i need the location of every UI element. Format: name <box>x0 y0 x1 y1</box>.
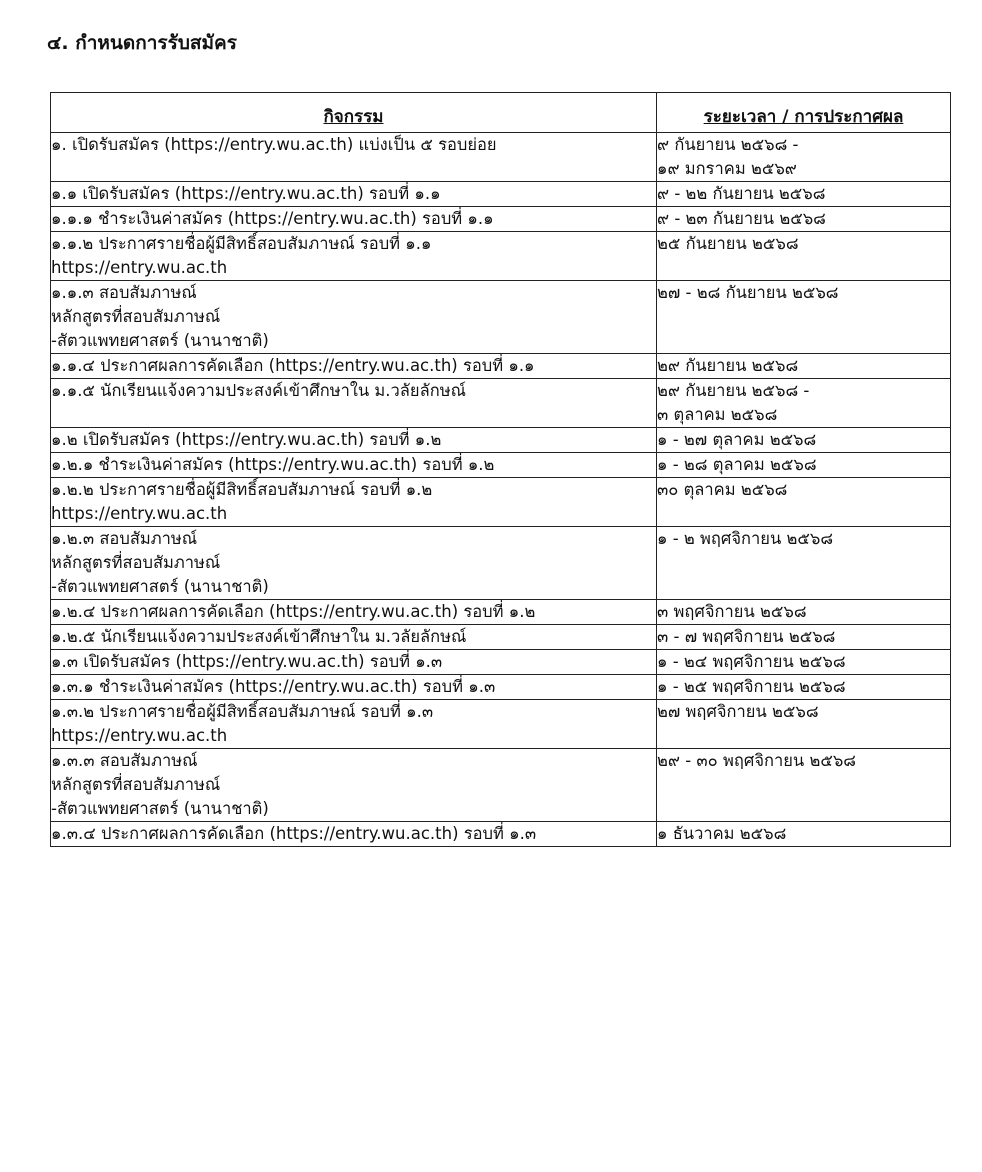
activity-line: -สัตวแพทยศาสตร์ (นานาชาติ) <box>51 331 269 350</box>
activity-line: หลักสูตรที่สอบสัมภาษณ์ <box>51 307 221 326</box>
activity-line: ๑.๓.๔ ประกาศผลการคัดเลือก (https://entry.wu.ac.th) รอบที่ ๑.๓ <box>51 824 537 843</box>
activity-cell <box>51 133 657 182</box>
activity-cell <box>51 428 657 453</box>
activity-line: https://entry.wu.ac.th <box>51 504 228 523</box>
activity-line: ๑. เปิดรับสมัคร (https://entry.wu.ac.th) แบ่งเป็น ๕ รอบย่อย <box>51 135 497 154</box>
period-cell <box>657 232 951 281</box>
period-line: ๑ - ๒๘ ตุลาคม ๒๕๖๘ <box>657 455 817 474</box>
table-row <box>51 428 951 453</box>
period-cell <box>657 625 951 650</box>
activity-line: ๑.๓.๒ ประกาศรายชื่อผู้มีสิทธิ์สอบสัมภาษณ์ รอบที่ ๑.๓ <box>51 702 434 721</box>
period-line: ๓ - ๗ พฤศจิกายน ๒๕๖๘ <box>657 627 836 646</box>
activity-cell <box>51 527 657 600</box>
activity-line: ๑.๑ เปิดรับสมัคร (https://entry.wu.ac.th) รอบที่ ๑.๑ <box>51 184 441 203</box>
table-row <box>51 700 951 749</box>
activity-cell <box>51 182 657 207</box>
activity-cell <box>51 281 657 354</box>
activity-line: หลักสูตรที่สอบสัมภาษณ์ <box>51 775 221 794</box>
activity-line: ๑.๓.๓ สอบสัมภาษณ์ <box>51 751 198 770</box>
activity-line: ๑.๑.๕ นักเรียนแจ้งความประสงค์เข้าศึกษาใน ม.วลัยลักษณ์ <box>51 381 466 400</box>
period-line: ๑ - ๒๔ พฤศจิกายน ๒๕๖๘ <box>657 652 846 671</box>
period-line: ๙ - ๒๓ กันยายน ๒๕๖๘ <box>657 209 826 228</box>
period-line: ๒๗ พฤศจิกายน ๒๕๖๘ <box>657 702 819 721</box>
activity-cell <box>51 625 657 650</box>
activity-cell <box>51 650 657 675</box>
period-cell <box>657 207 951 232</box>
header-activity: กิจกรรม <box>51 93 657 133</box>
activity-line: ๑.๓ เปิดรับสมัคร (https://entry.wu.ac.th) รอบที่ ๑.๓ <box>51 652 443 671</box>
period-cell <box>657 428 951 453</box>
activity-line: https://entry.wu.ac.th <box>51 258 228 277</box>
period-line: ๑ - ๒ พฤศจิกายน ๒๕๖๘ <box>657 529 834 548</box>
table-row <box>51 822 951 847</box>
activity-line: https://entry.wu.ac.th <box>51 726 228 745</box>
table-row <box>51 650 951 675</box>
activity-cell <box>51 478 657 527</box>
activity-cell <box>51 232 657 281</box>
period-line: ๓ พฤศจิกายน ๒๕๖๘ <box>657 602 807 621</box>
period-line: ๒๙ กันยายน ๒๕๖๘ - <box>657 381 810 400</box>
table-row <box>51 600 951 625</box>
period-line: ๑ - ๒๕ พฤศจิกายน ๒๕๖๘ <box>657 677 846 696</box>
period-cell <box>657 527 951 600</box>
activity-cell <box>51 822 657 847</box>
activity-cell <box>51 379 657 428</box>
period-cell <box>657 281 951 354</box>
period-line: ๙ กันยายน ๒๕๖๘ - <box>657 135 799 154</box>
table-row <box>51 749 951 822</box>
activity-line: ๑.๒ เปิดรับสมัคร (https://entry.wu.ac.th) รอบที่ ๑.๒ <box>51 430 442 449</box>
period-line: ๒๙ - ๓๐ พฤศจิกายน ๒๕๖๘ <box>657 751 857 770</box>
activity-line: ๑.๒.๒ ประกาศรายชื่อผู้มีสิทธิ์สอบสัมภาษณ์ รอบที่ ๑.๒ <box>51 480 433 499</box>
activity-line: ๑.๑.๔ ประกาศผลการคัดเลือก (https://entry.wu.ac.th) รอบที่ ๑.๑ <box>51 356 535 375</box>
table-row <box>51 182 951 207</box>
activity-cell <box>51 700 657 749</box>
activity-line: -สัตวแพทยศาสตร์ (นานาชาติ) <box>51 799 269 818</box>
period-cell <box>657 700 951 749</box>
activity-line: -สัตวแพทยศาสตร์ (นานาชาติ) <box>51 577 269 596</box>
activity-line: ๑.๒.๕ นักเรียนแจ้งความประสงค์เข้าศึกษาใน ม.วลัยลักษณ์ <box>51 627 467 646</box>
table-header-row <box>51 93 951 133</box>
period-cell <box>657 453 951 478</box>
header-period: ระยะเวลา / การประกาศผล <box>657 93 951 133</box>
table-row <box>51 207 951 232</box>
activity-line: ๑.๒.๔ ประกาศผลการคัดเลือก (https://entry.wu.ac.th) รอบที่ ๑.๒ <box>51 602 536 621</box>
period-cell <box>657 675 951 700</box>
period-cell <box>657 379 951 428</box>
period-cell <box>657 182 951 207</box>
section-heading: ๔. กำหนดการรับสมัคร <box>47 32 237 54</box>
table-row <box>51 281 951 354</box>
table-row <box>51 527 951 600</box>
activity-line: ๑.๒.๑ ชำระเงินค่าสมัคร (https://entry.wu.ac.th) รอบที่ ๑.๒ <box>51 455 495 474</box>
activity-line: ๑.๓.๑ ชำระเงินค่าสมัคร (https://entry.wu.ac.th) รอบที่ ๑.๓ <box>51 677 496 696</box>
table-row <box>51 133 951 182</box>
activity-cell <box>51 600 657 625</box>
activity-line: หลักสูตรที่สอบสัมภาษณ์ <box>51 553 221 572</box>
period-line: ๙ - ๒๒ กันยายน ๒๕๖๘ <box>657 184 826 203</box>
period-line: ๑ - ๒๗ ตุลาคม ๒๕๖๘ <box>657 430 817 449</box>
period-cell <box>657 822 951 847</box>
activity-line: ๑.๑.๓ สอบสัมภาษณ์ <box>51 283 197 302</box>
table-row <box>51 379 951 428</box>
period-line: ๑ ธันวาคม ๒๕๖๘ <box>657 824 787 843</box>
table-row <box>51 625 951 650</box>
table-row <box>51 675 951 700</box>
period-cell <box>657 478 951 527</box>
period-line: ๒๙ กันยายน ๒๕๖๘ <box>657 356 799 375</box>
period-cell <box>657 600 951 625</box>
schedule-table <box>50 92 951 847</box>
period-cell <box>657 354 951 379</box>
period-line: ๓๐ ตุลาคม ๒๕๖๘ <box>657 480 788 499</box>
period-cell <box>657 650 951 675</box>
table-row <box>51 232 951 281</box>
table-row <box>51 354 951 379</box>
activity-cell <box>51 207 657 232</box>
table-row <box>51 478 951 527</box>
activity-cell <box>51 749 657 822</box>
activity-cell <box>51 675 657 700</box>
period-line: ๒๗ - ๒๘ กันยายน ๒๕๖๘ <box>657 283 839 302</box>
period-line: ๒๕ กันยายน ๒๕๖๘ <box>657 234 799 253</box>
activity-cell <box>51 354 657 379</box>
period-cell <box>657 133 951 182</box>
period-cell <box>657 749 951 822</box>
period-line: ๑๙ มกราคม ๒๕๖๙ <box>657 159 797 178</box>
activity-cell <box>51 453 657 478</box>
period-line: ๓ ตุลาคม ๒๕๖๘ <box>657 405 778 424</box>
activity-line: ๑.๑.๑ ชำระเงินค่าสมัคร (https://entry.wu.ac.th) รอบที่ ๑.๑ <box>51 209 494 228</box>
table-row <box>51 453 951 478</box>
activity-line: ๑.๑.๒ ประกาศรายชื่อผู้มีสิทธิ์สอบสัมภาษณ์ รอบที่ ๑.๑ <box>51 234 432 253</box>
activity-line: ๑.๒.๓ สอบสัมภาษณ์ <box>51 529 198 548</box>
